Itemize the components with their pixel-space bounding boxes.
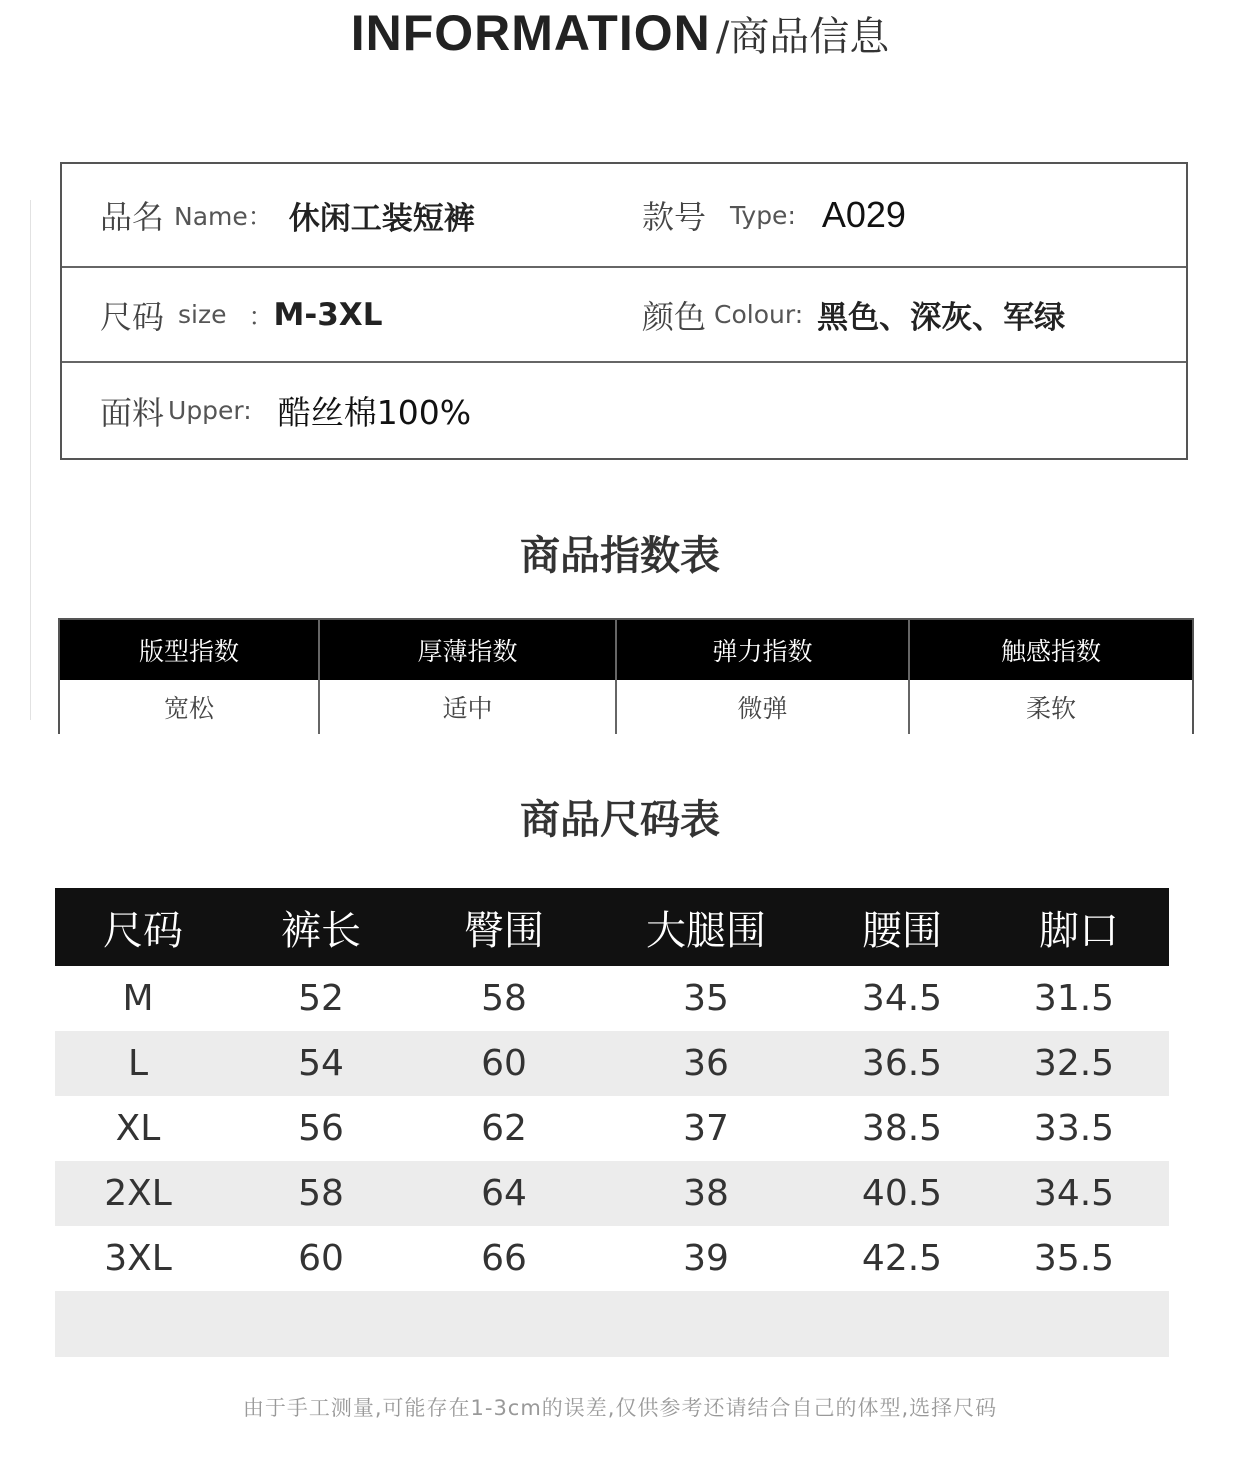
size-cell: 2XL: [104, 1173, 172, 1214]
upper-label-cn: 面料: [100, 393, 165, 432]
name-label-cn: 品名: [100, 198, 165, 236]
size-cell: 39: [683, 1238, 729, 1279]
size-cell: 34.5: [1033, 1173, 1115, 1214]
left-guide-line: [30, 200, 31, 720]
size-cell: 56: [298, 1108, 344, 1149]
index-header-cell: 弹力指数: [617, 620, 910, 680]
size-cell: 35: [683, 978, 729, 1019]
size-cell: XL: [115, 1108, 161, 1149]
name-field: [100, 164, 475, 266]
size-header-cell: 尺码: [103, 907, 183, 954]
header-title-cn: /商品信息: [715, 14, 890, 60]
size-cell: L: [127, 1043, 149, 1084]
size-table-title: 商品尺码表: [520, 797, 720, 843]
upper-label-en: Upper:: [168, 396, 252, 425]
size-table-header: [55, 888, 1169, 966]
size-cell: 66: [481, 1238, 527, 1279]
size-cell: 60: [481, 1043, 527, 1084]
upper-value: 酷丝棉100%: [277, 393, 472, 432]
colour-label-en: Colour:: [714, 300, 804, 329]
size-cell: 60: [298, 1238, 344, 1279]
index-table-title: 商品指数表: [520, 533, 720, 579]
measurement-footnote: 由于手工测量,可能存在1-3cm的误差,仅供参考还请结合自己的体型,选择尺码: [242, 1396, 998, 1420]
info-row-size: [62, 268, 1186, 363]
table-row: [55, 1031, 1169, 1096]
table-row: [55, 966, 1169, 1031]
size-cell: 32.5: [1033, 1043, 1115, 1084]
table-row: [55, 1226, 1169, 1291]
size-cell: 58: [481, 978, 527, 1019]
page-header: [0, 0, 1240, 70]
upper-field: [100, 363, 471, 458]
size-label-en: size: [178, 300, 227, 329]
size-cell: 34.5: [861, 978, 943, 1019]
size-cell: 38: [683, 1173, 729, 1214]
type-value: A029: [821, 194, 906, 235]
size-cell: 52: [298, 978, 344, 1019]
name-label-en: Name：: [174, 202, 273, 231]
size-cell: 36: [683, 1043, 729, 1084]
size-value: M-3XL: [273, 296, 383, 333]
index-header-cell: 版型指数: [60, 620, 320, 680]
size-table: [55, 888, 1169, 1357]
size-field: [100, 268, 382, 361]
table-row: [55, 1161, 1169, 1226]
info-row-upper: [62, 363, 1186, 458]
size-cell: 36.5: [861, 1043, 943, 1084]
type-field: [642, 164, 906, 266]
header-title-en: INFORMATION: [350, 5, 711, 61]
size-cell: 33.5: [1033, 1108, 1115, 1149]
type-label-en: Type:: [730, 200, 796, 230]
index-table-header: [60, 620, 1192, 680]
index-value-cell: 微弹: [617, 680, 910, 734]
size-cell: 40.5: [861, 1173, 943, 1214]
size-header-cell: 裤长: [281, 907, 361, 954]
size-cell: 42.5: [861, 1238, 943, 1279]
index-table-values: [60, 680, 1192, 734]
size-cell: 37: [683, 1108, 729, 1149]
size-colon: ：: [248, 301, 274, 331]
size-cell: 38.5: [861, 1108, 943, 1149]
size-header-cell: 大腿围: [646, 907, 766, 954]
size-cell: 64: [481, 1173, 527, 1214]
type-label-cn: 款号: [642, 198, 707, 236]
size-cell: 31.5: [1033, 978, 1115, 1019]
size-header-cell: 臀围: [464, 907, 544, 954]
size-cell: 35.5: [1033, 1238, 1115, 1279]
size-header-cell: 脚口: [1039, 907, 1119, 954]
product-info-box: [60, 162, 1188, 460]
table-row: [55, 1096, 1169, 1161]
colour-value: 黑色、深灰、军绿: [817, 300, 1066, 336]
info-row-name: [62, 164, 1186, 268]
size-cell: 58: [298, 1173, 344, 1214]
size-cell: 62: [481, 1108, 527, 1149]
size-cell: 54: [298, 1043, 344, 1084]
index-header-cell: 触感指数: [1000, 637, 1101, 666]
size-cell: M: [122, 978, 154, 1019]
size-label-cn: 尺码: [100, 297, 165, 336]
size-cell: 3XL: [104, 1238, 172, 1279]
name-value: 休闲工装短裤: [288, 200, 475, 237]
index-table: [58, 618, 1194, 734]
size-header-cell: 腰围: [862, 907, 942, 954]
index-value-cell: 宽松: [60, 680, 320, 734]
colour-field: [642, 268, 1065, 361]
colour-label-cn: 颜色: [642, 297, 707, 336]
index-value-cell: 适中: [320, 680, 617, 734]
index-header-cell: 厚薄指数: [320, 620, 617, 680]
index-value-cell: 柔软: [1025, 694, 1076, 723]
empty-table-row: [55, 1291, 1169, 1357]
